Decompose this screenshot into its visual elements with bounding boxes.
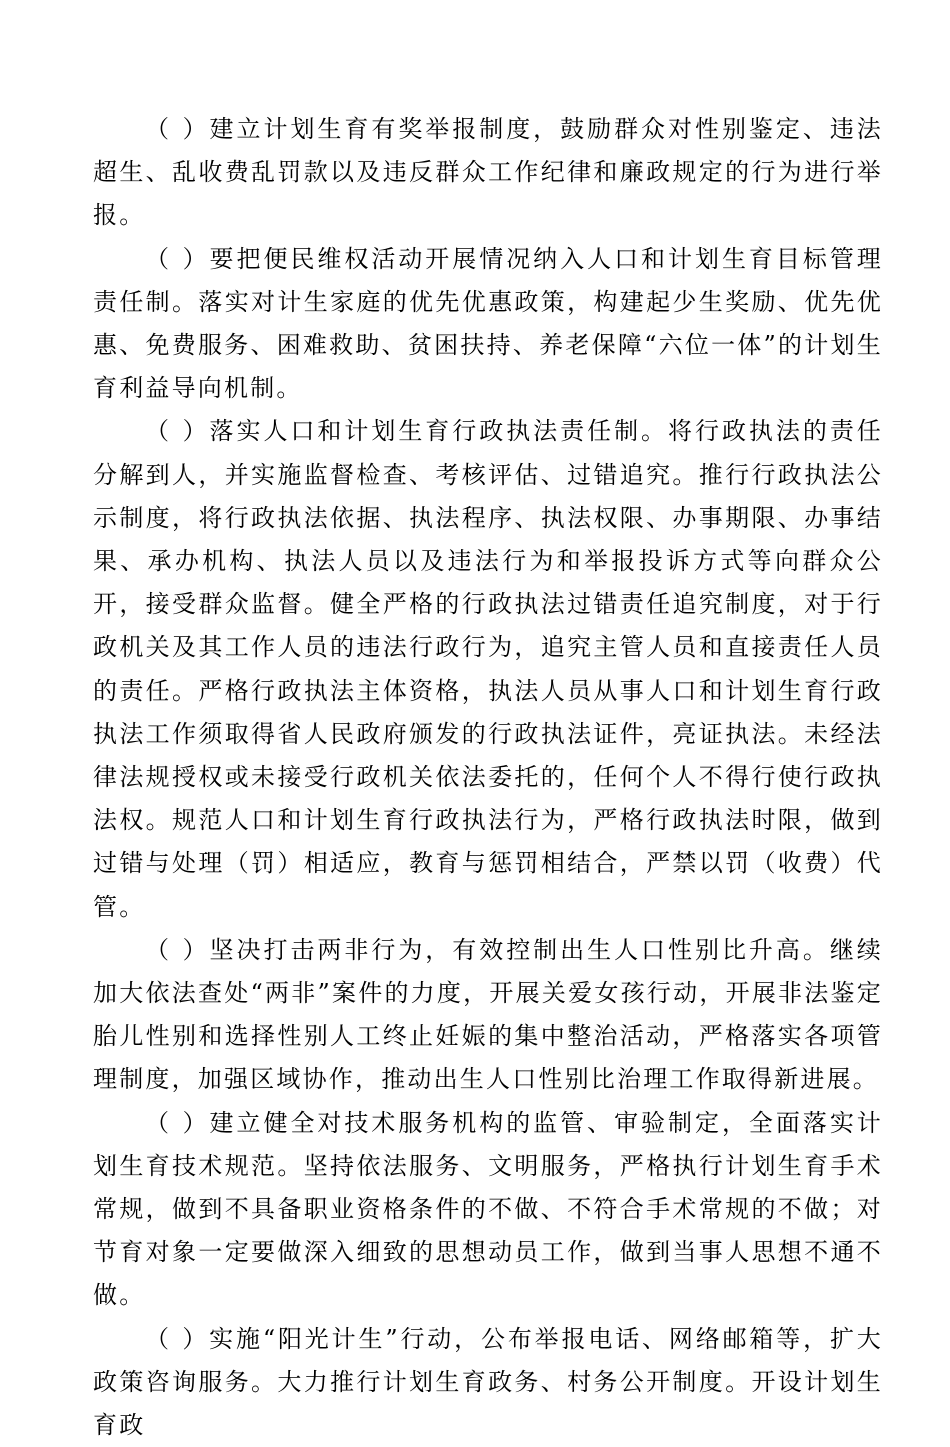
paragraph-sex-ratio: （ ）坚决打击两非行为，有效控制出生人口性别比升高。继续加大依法查处“两非”案件的力度，开展关爱女孩行动，开展非法鉴定胎儿性别和选择性别人工终止妊娠的集中整治活动，严格落实各项管理制度，加强区域协作，推动出生人口性别比治理工作取得新进展。 (93, 935, 883, 1094)
paragraph-report-system: （ ）建立计划生育有奖举报制度，鼓励群众对性别鉴定、违法超生、乱收费乱罚款以及违反群众工作纪律和廉政规定的行为进行举报。 (93, 115, 883, 230)
document-page (93, 108, 883, 1447)
paragraph-law-enforcement: （ ）落实人口和计划生育行政执法责任制。将行政执法的责任分解到人，并实施监督检查、考核评估、过错追究。推行行政执法公示制度，将行政执法依据、执法程序、执法权限、办事期限、办事结果、承办机构、执法人员以及违法行为和举报投诉方式等向群众公开，接受群众监督。健全严格的行政执法过错责任追究制度，对于行政机关及其工作人员的违法行政行为，追究主管人员和直接责任人员的责任。严格行政执法主体资格，执法人员从事人口和计划生育行政执法工作须取得省人民政府颁发的行政执法证件，亮证执法。未经法律法规授权或未接受行政机关依法委托的，任何个人不得行使行政执法权。规范人口和计划生育行政执法行为，严格行政执法时限，做到过错与处理（罚）相适应，教育与惩罚相结合，严禁以罚（收费）代管。 (93, 417, 883, 921)
paragraph-sunshine-action: （ ）实施“阳光计生”行动，公布举报电话、网络邮箱等，扩大政策咨询服务。大力推行计划生育政务、村务公开制度。开设计划生育政 (93, 1324, 883, 1440)
paragraph-rights-protection: （ ）要把便民维权活动开展情况纳入人口和计划生育目标管理责任制。落实对计生家庭的优先优惠政策，构建起少生奖励、优先优惠、免费服务、困难救助、贫困扶持、养老保障“六位一体”的计划生育利益导向机制。 (93, 244, 883, 403)
paragraph-technical-services: （ ）建立健全对技术服务机构的监管、审验制定，全面落实计划生育技术规范。坚持依法服务、文明服务，严格执行计划生育手术常规，做到不具备职业资格条件的不做、不符合手术常规的不做；对节育对象一定要做深入细致的思想动员工作，做到当事人思想不通不做。 (93, 1108, 883, 1310)
